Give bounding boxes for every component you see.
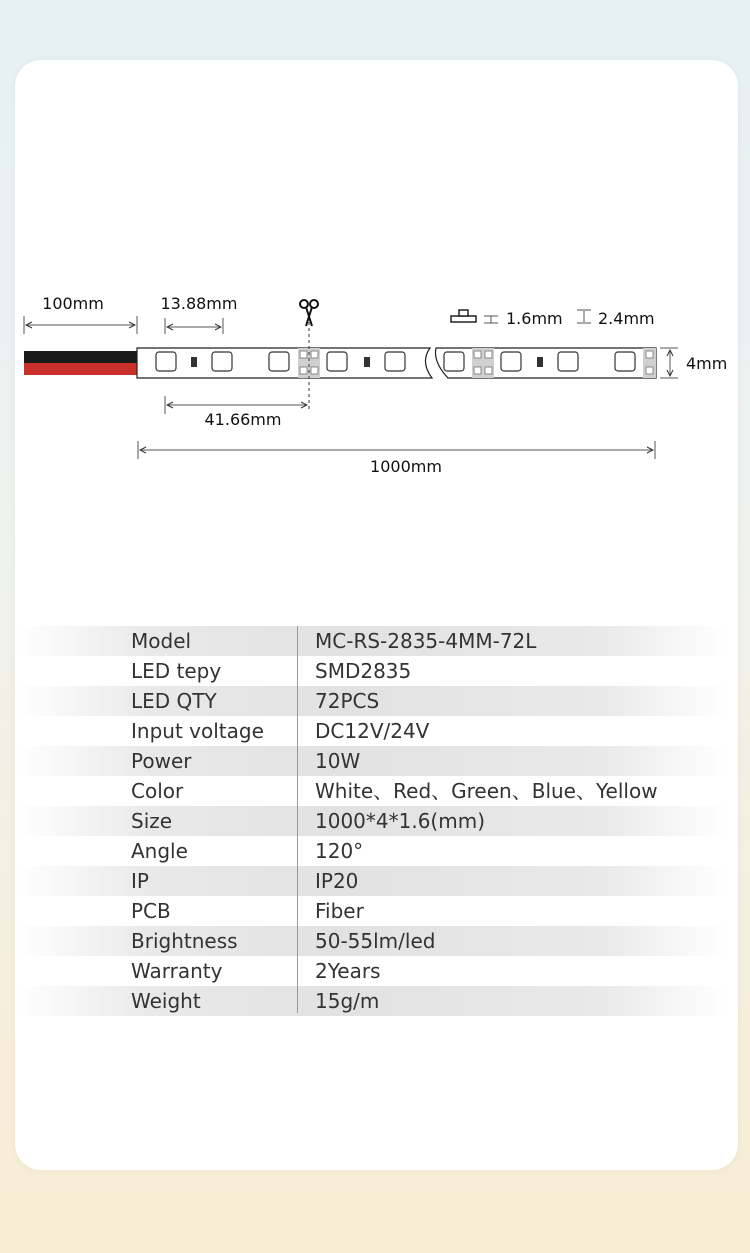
spec-value: 15g/m [315,989,380,1013]
spec-row [0,866,750,896]
spec-label: LED QTY [131,689,217,713]
spec-value: 10W [315,749,361,773]
led-chip [156,352,176,371]
spec-label: Angle [131,839,188,863]
spec-label: Warranty [131,959,223,983]
cut-pads [643,348,656,378]
spec-row [0,656,750,686]
spec-label: Color [131,779,184,803]
wire-length-label: 100mm [42,294,104,313]
spec-row [0,776,750,806]
spec-row [0,926,750,956]
spec-table [0,626,750,1016]
spec-value: SMD2835 [315,659,412,683]
spec-label: Weight [131,989,201,1013]
spec-value: 72PCS [315,689,380,713]
spec-label: Size [131,809,173,833]
cut-pads [472,348,494,378]
spec-value: 120° [315,839,364,863]
spec-label: Model [131,629,192,653]
resistor [537,357,543,367]
led-chip [558,352,578,371]
spec-row [0,956,750,986]
profile-icon [451,310,476,322]
height-label: 2.4mm [598,309,655,328]
black-wire [24,351,138,363]
spec-row [0,896,750,926]
total-length-label: 1000mm [370,457,442,476]
width-dimension [660,348,727,378]
led-chip [269,352,289,371]
spec-value: Fiber [315,899,364,923]
spec-divider [297,626,298,1013]
spec-label: Brightness [131,929,238,953]
spec-value: 2Years [315,959,381,983]
cut-unit-dimension [165,396,307,429]
power-wires [24,351,138,375]
thickness-dimension [484,309,563,328]
resistor [191,357,197,367]
spec-label: PCB [131,899,171,923]
resistor [364,357,370,367]
led-chip [327,352,347,371]
spec-label: Input voltage [131,719,264,743]
led-chip [615,352,635,371]
width-label: 4mm [686,354,728,373]
spec-value: 50-55lm/led [315,929,436,953]
led-chip [501,352,521,371]
led-strip [137,322,656,412]
spec-value: IP20 [315,869,359,893]
spec-value: 1000*4*1.6(mm) [315,809,485,833]
spec-value: White、Red、Green、Blue、Yellow [315,779,658,803]
spec-row [0,626,750,656]
spec-label: Power [131,749,192,773]
spec-row [0,986,750,1016]
spec-row [0,716,750,746]
led-chip [212,352,232,371]
spec-row [0,746,750,776]
spec-value: MC-RS-2835-4MM-72L [315,629,537,653]
total-length-dimension [138,441,655,476]
spec-label: LED tepy [131,659,222,683]
led-chip [444,352,464,371]
led-chip [385,352,405,371]
spec-row [0,686,750,716]
led-pitch-dimension [161,294,238,334]
spec-row [0,836,750,866]
red-wire [24,363,138,375]
led-strip-diagram [0,0,750,600]
thickness-label: 1.6mm [506,309,563,328]
wire-length-dimension [24,294,137,334]
height-dimension [577,309,655,328]
spec-value: DC12V/24V [315,719,430,743]
led-pitch-label: 13.88mm [160,294,238,313]
spec-row [0,806,750,836]
spec-label: IP [131,869,149,893]
cut-unit-label: 41.66mm [204,410,282,429]
